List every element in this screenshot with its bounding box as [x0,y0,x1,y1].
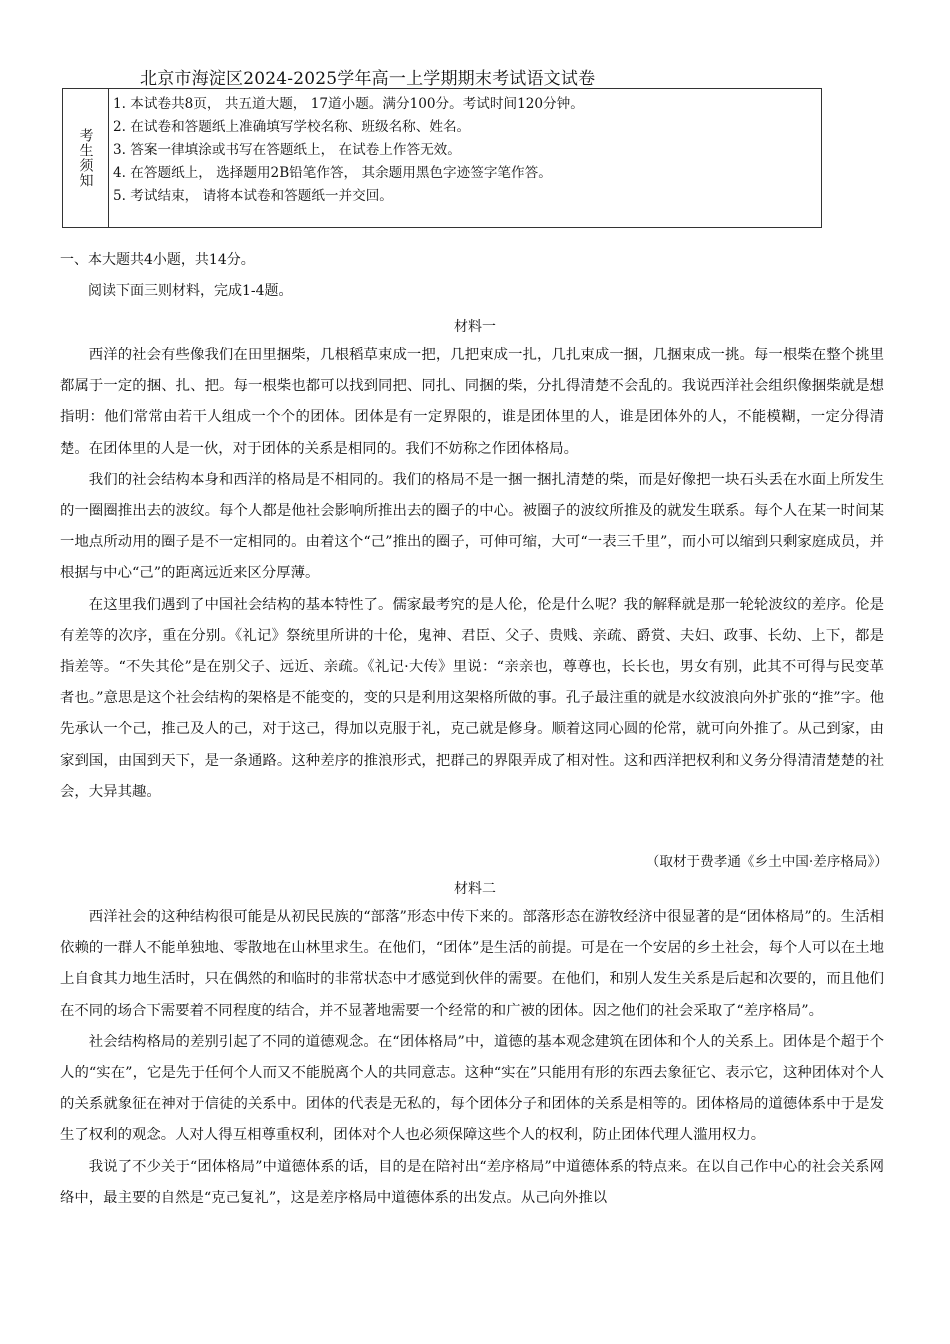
reading-instruction: 阅读下面三则材料，完成1-4题。 [88,283,293,299]
material-one-body [60,340,884,808]
notice-label: 考生须知 [77,128,94,188]
paragraph: 西洋的社会有些像我们在田里捆柴，几根稻草束成一把，几把束成一扎，几扎束成一捆，几捆束成一挑。每一根柴在整个挑里都属于一定的捆、扎、把。每一根柴也都可以找到同把、同扎、同捆的柴，分扎得清楚不会乱的。我说西洋社会组织像捆柴就是想指明：他们常常由若干人组成一个个的团体。团体是有一定界限的，谁是团体里的人，谁是团体外的人，不能模糊，一定分得清楚。在团体里的人是一伙，对于团体的关系是相同的。我们不妨称之作团体格局。 [60,347,884,457]
notice-item: 5. 考试结束， 请将本试卷和答题纸一并交回。 [113,188,393,204]
material-one-title: 材料一 [454,319,496,335]
notice-item: 3. 答案一律填涂或书写在答题纸上， 在试卷上作答无效。 [113,142,461,158]
paragraph: 社会结构格局的差别引起了不同的道德观念。在“团体格局”中，道德的基本观念建筑在团体和个人的关系上。团体是个超于个人的“实在”，它是先于任何个人而又不能脱离个人的共同意志。这种“实在”只能用有形的东西去象征它、表示它，这种团体对个人的关系就象征在神对于信徒的关系中。团体的代表是无私的，每个团体分子和团体的关系是相等的。团体格局的道德体系中于是发生了权利的观念。人对人得互相尊重权利，团体对个人也必须保障这些个人的权利，防止团体代理人滥用权力。 [60,1033,884,1144]
paragraph: 在这里我们遇到了中国社会结构的基本特性了。儒家最考究的是人伦，伦是什么呢？我的解释就是那一轮轮波纹的差序。伦是有差等的次序，重在分别。《礼记》祭统里所讲的十伦，鬼神、君臣、父子、贵贱、亲疏、爵赏、夫妇、政事、长幼、上下，都是指差等。“不失其伦”是在别父子、远近、亲疏。《礼记·大传》里说：“亲亲也，尊尊也，长长也，男女有别，此其不可得与民变革者也。”意思是这个社会结构的架格是不能变的，变的只是利用这架格所做的事。孔子最注重的就是水纹波浪向外扩张的“推”字。他先承认一个己，推己及人的己，对于这己，得加以克服于礼，克己就是修身。顺着这同心圆的伦常，就可向外推了。从己到家，由家到国，由国到天下，是一条通路。这种差序的推浪形式，把群己的界限弄成了相对性。这和西洋把权利和义务分得清清楚楚的社会，大异其趣。 [60,596,884,800]
paragraph: 西洋社会的这种结构很可能是从初民民族的“部落”形态中传下来的。部落形态在游牧经济中很显著的是“团体格局”的。生活相依赖的一群人不能单独地、零散地在山林里求生。在他们，“团体”是生活的前提。可是在一个安居的乡土社会，每个人可以在土地上自食其力地生活时，只在偶然的和临时的非常状态中才感觉到伙伴的需要。在他们，和别人发生关系是后起和次要的，而且他们在不同的场合下需要着不同程度的结合，并不显著地需要一个经常的和广被的团体。因之他们的社会采取了“差序格局”。 [60,909,884,1019]
notice-label-cell [63,89,109,227]
notice-item: 2. 在试卷和答题纸上准确填写学校名称、班级名称、姓名。 [113,119,471,135]
notice-box [62,88,822,228]
paragraph: 我说了不少关于“团体格局”中道德体系的话，目的是在陪衬出“差序格局”中道德体系的特点来。在以自己作中心的社会关系网络中，最主要的自然是“克己复礼”，这是差序格局中道德体系的出发点。从己向外推以 [60,1158,884,1206]
material-two-title: 材料二 [454,881,496,897]
page-title: 北京市海淀区2024-2025学年高一上学期期末考试语文试卷 [140,69,596,89]
notice-item: 4. 在答题纸上， 选择题用2B铅笔作答， 其余题用黑色字迹签字笔作答。 [113,165,552,181]
material-two-body [60,902,884,1214]
notice-item: 1. 本试卷共8页， 共五道大题， 17道小题。满分100分。考试时间120分钟。 [113,96,584,112]
paragraph: 我们的社会结构本身和西洋的格局是不相同的。我们的格局不是一捆一捆扎清楚的柴，而是好像把一块石头丢在水面上所发生的一圈圈推出去的波纹。每个人都是他社会影响所推出去的圈子的中心。被圈子的波纹所推及的就发生联系。每个人在某一时间某一地点所动用的圈子是不一定相同的。由着这个“己”推出的圈子，可伸可缩，大可“一表三千里”，而小可以缩到只剩家庭成员，并根据与中心“己”的距离远近来区分厚薄。 [60,471,884,582]
material-one-source: （取材于费孝通《乡土中国·差序格局》） [645,854,888,870]
notice-list [113,93,815,208]
section-heading: 一、本大题共4小题，共14分。 [60,252,255,268]
